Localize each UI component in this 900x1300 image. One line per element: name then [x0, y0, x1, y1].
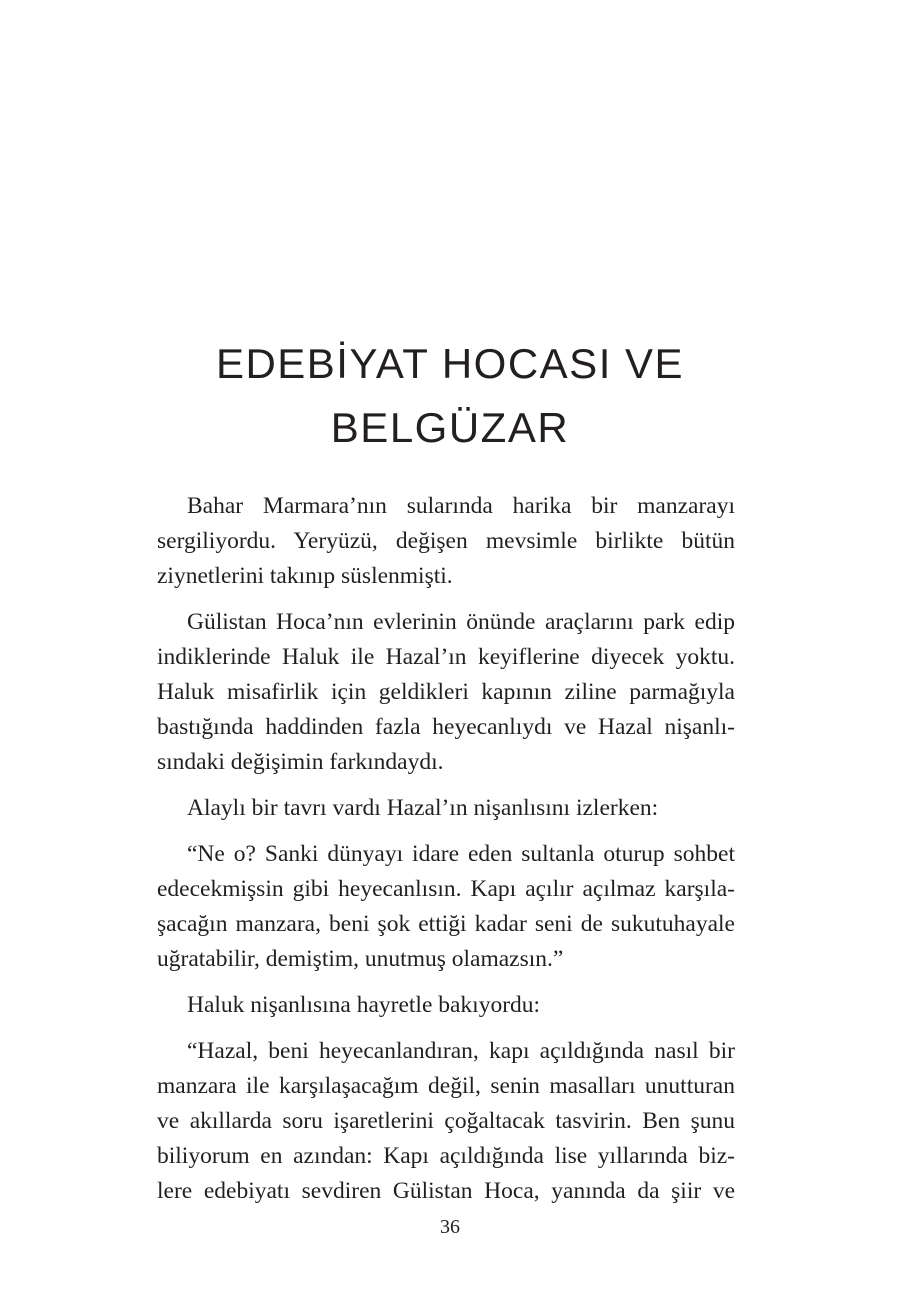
text-line: Bahar Marmara’nın sularında harika bir manzarayı	[187, 493, 735, 519]
text-line: “Ne o? Sanki dünyayı idare eden sultanla oturup sohbet	[187, 841, 735, 867]
text-line: Gülistan Hoca’nın evlerinin önünde araçlarını park edip	[187, 609, 735, 635]
page-number: 36	[440, 1216, 460, 1238]
text-line: edecekmişsin gibi heyecanlısın. Kapı açılır açılmaz karşıla-	[157, 876, 735, 902]
paragraph-2	[157, 605, 735, 780]
text-line: Haluk misafirlik için geldikleri kapının ziline parmağıyla	[157, 679, 735, 705]
text-line: bastığında haddinden fazla heyecanlıydı ve Hazal nişanlı-	[157, 714, 735, 740]
chapter-title	[0, 332, 900, 460]
text-line: şacağın manzara, beni şok ettiği kadar seni de sukutuhayale	[157, 911, 735, 937]
text-line: biliyorum en azından: Kapı açıldığında lise yıllarında biz-	[157, 1143, 735, 1169]
body-text	[157, 489, 735, 1220]
paragraph-1	[157, 489, 735, 594]
text-line: sındaki değişimin farkındaydı.	[157, 749, 444, 775]
text-line: “Hazal, beni heyecanlandıran, kapı açıldığında nasıl bir	[187, 1038, 735, 1064]
text-line: Haluk nişanlısına hayretle bakıyordu:	[187, 992, 541, 1018]
text-line: sergiliyordu. Yeryüzü, değişen mevsimle birlikte bütün	[157, 528, 735, 554]
paragraph-5	[157, 988, 735, 1023]
text-line: Alaylı bir tavrı vardı Hazal’ın nişanlısını izlerken:	[187, 795, 659, 821]
chapter-title-line-2: BELGÜZAR	[330, 404, 570, 451]
paragraph-3	[157, 791, 735, 826]
text-line: uğratabilir, demiştim, unutmuş olamazsın.”	[157, 946, 564, 972]
text-line: lere edebiyatı sevdiren Gülistan Hoca, yanında da şiir ve	[157, 1178, 735, 1204]
chapter-title-line-1: EDEBİYAT HOCASI VE	[215, 340, 685, 387]
text-line: ziynetlerini takınıp süslenmişti.	[157, 563, 453, 589]
text-line: indiklerinde Haluk ile Hazal’ın keyiflerine diyecek yoktu.	[157, 644, 735, 670]
paragraph-4	[157, 837, 735, 977]
text-line: manzara ile karşılaşacağım değil, senin masalları unutturan	[157, 1073, 735, 1099]
paragraph-6	[157, 1034, 735, 1209]
text-line: ve akıllarda soru işaretlerini çoğaltacak tasvirin. Ben şunu	[157, 1108, 735, 1134]
